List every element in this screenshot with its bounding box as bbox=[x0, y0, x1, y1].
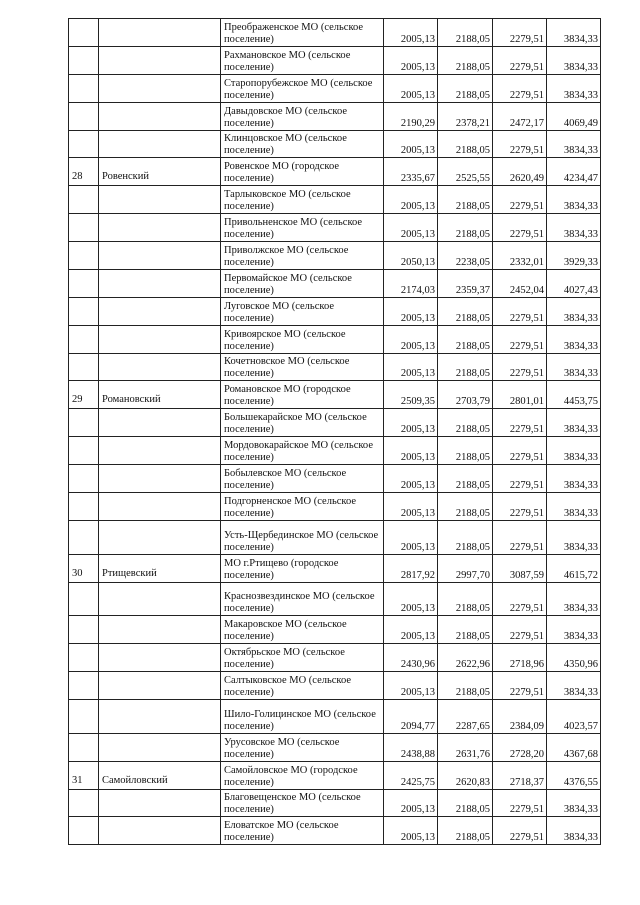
tariff-value-cell: 2188,05 bbox=[438, 47, 493, 75]
tariff-value-cell: 3834,33 bbox=[547, 326, 601, 354]
tariff-value-cell: 3834,33 bbox=[547, 790, 601, 817]
district-cell bbox=[99, 734, 221, 762]
tariff-value-cell: 3834,33 bbox=[547, 186, 601, 214]
table-row bbox=[69, 762, 601, 790]
municipality-cell: Большекарайское МО (сельское поселение) bbox=[221, 409, 384, 437]
tariff-value-cell: 3834,33 bbox=[547, 354, 601, 381]
municipality-cell: МО г.Ртищево (городское поселение) bbox=[221, 555, 384, 583]
tariff-value-cell: 2188,05 bbox=[438, 298, 493, 326]
tariff-value-cell: 2005,13 bbox=[384, 521, 438, 555]
table-row bbox=[69, 131, 601, 158]
district-cell bbox=[99, 493, 221, 521]
district-cell bbox=[99, 817, 221, 845]
row-number-cell bbox=[69, 437, 99, 465]
row-number-cell bbox=[69, 493, 99, 521]
tariff-value-cell: 2188,05 bbox=[438, 326, 493, 354]
municipality-cell: Урусовское МО (сельское поселение) bbox=[221, 734, 384, 762]
row-number-cell bbox=[69, 131, 99, 158]
table-row bbox=[69, 186, 601, 214]
table-row bbox=[69, 354, 601, 381]
row-number-cell bbox=[69, 103, 99, 131]
table-row bbox=[69, 103, 601, 131]
district-cell bbox=[99, 298, 221, 326]
tariff-value-cell: 3929,33 bbox=[547, 242, 601, 270]
row-number-cell: 29 bbox=[69, 381, 99, 409]
tariff-value-cell: 2279,51 bbox=[493, 465, 547, 493]
tariff-value-cell: 2005,13 bbox=[384, 583, 438, 616]
municipality-cell: Ровенское МО (городское поселение) bbox=[221, 158, 384, 186]
tariff-value-cell: 2279,51 bbox=[493, 437, 547, 465]
tariff-value-cell: 2279,51 bbox=[493, 583, 547, 616]
row-number-cell bbox=[69, 734, 99, 762]
tariff-value-cell: 2279,51 bbox=[493, 616, 547, 644]
tariff-value-cell: 2335,67 bbox=[384, 158, 438, 186]
tariff-value-cell: 3834,33 bbox=[547, 131, 601, 158]
tariff-value-cell: 2718,96 bbox=[493, 644, 547, 672]
tariff-value-cell: 2622,96 bbox=[438, 644, 493, 672]
row-number-cell bbox=[69, 790, 99, 817]
municipality-cell: Кочетновское МО (сельское поселение) bbox=[221, 354, 384, 381]
municipality-cell: Еловатское МО (сельское поселение) bbox=[221, 817, 384, 845]
table-row bbox=[69, 19, 601, 47]
municipality-cell: Подгорненское МО (сельское поселение) bbox=[221, 493, 384, 521]
tariff-value-cell: 2188,05 bbox=[438, 75, 493, 103]
tariff-value-cell: 2279,51 bbox=[493, 672, 547, 700]
tariff-value-cell: 2190,29 bbox=[384, 103, 438, 131]
tariff-value-cell: 2005,13 bbox=[384, 19, 438, 47]
row-number-cell bbox=[69, 270, 99, 298]
tariff-value-cell: 2279,51 bbox=[493, 790, 547, 817]
tariff-value-cell: 2174,03 bbox=[384, 270, 438, 298]
district-cell bbox=[99, 242, 221, 270]
tariff-value-cell: 2359,37 bbox=[438, 270, 493, 298]
municipality-cell: Усть-Щербединское МО (сельское поселение) bbox=[221, 521, 384, 555]
tariff-value-cell: 4453,75 bbox=[547, 381, 601, 409]
table-row bbox=[69, 381, 601, 409]
tariff-value-cell: 2238,05 bbox=[438, 242, 493, 270]
tariff-value-cell: 2005,13 bbox=[384, 354, 438, 381]
tariff-value-cell: 2005,13 bbox=[384, 47, 438, 75]
tariff-value-cell: 4350,96 bbox=[547, 644, 601, 672]
tariff-value-cell: 2188,05 bbox=[438, 437, 493, 465]
tariff-value-cell: 2005,13 bbox=[384, 75, 438, 103]
table-body bbox=[69, 19, 601, 845]
district-cell bbox=[99, 47, 221, 75]
municipality-cell: Салтыковское МО (сельское поселение) bbox=[221, 672, 384, 700]
table-row bbox=[69, 437, 601, 465]
tariff-value-cell: 2188,05 bbox=[438, 521, 493, 555]
tariff-value-cell: 4615,72 bbox=[547, 555, 601, 583]
row-number-cell bbox=[69, 47, 99, 75]
tariff-value-cell: 3834,33 bbox=[547, 409, 601, 437]
tariff-value-cell: 2188,05 bbox=[438, 616, 493, 644]
district-cell: Ртищевский bbox=[99, 555, 221, 583]
tariff-value-cell: 3834,33 bbox=[547, 19, 601, 47]
tariff-value-cell: 4069,49 bbox=[547, 103, 601, 131]
tariff-value-cell: 2005,13 bbox=[384, 186, 438, 214]
row-number-cell: 31 bbox=[69, 762, 99, 790]
district-cell bbox=[99, 465, 221, 493]
district-cell bbox=[99, 521, 221, 555]
row-number-cell bbox=[69, 214, 99, 242]
tariff-value-cell: 2005,13 bbox=[384, 672, 438, 700]
tariff-value-cell: 2279,51 bbox=[493, 326, 547, 354]
row-number-cell bbox=[69, 409, 99, 437]
district-cell: Романовский bbox=[99, 381, 221, 409]
tariff-value-cell: 2728,20 bbox=[493, 734, 547, 762]
tariff-value-cell: 2279,51 bbox=[493, 409, 547, 437]
table-row bbox=[69, 700, 601, 734]
municipality-cell: Рахмановское МО (сельское поселение) bbox=[221, 47, 384, 75]
tariff-value-cell: 2997,70 bbox=[438, 555, 493, 583]
tariff-value-cell: 2279,51 bbox=[493, 354, 547, 381]
table-row bbox=[69, 644, 601, 672]
tariff-value-cell: 2425,75 bbox=[384, 762, 438, 790]
table-row bbox=[69, 326, 601, 354]
row-number-cell bbox=[69, 583, 99, 616]
table-row bbox=[69, 734, 601, 762]
tariff-value-cell: 2703,79 bbox=[438, 381, 493, 409]
tariff-value-cell: 2279,51 bbox=[493, 19, 547, 47]
table-row bbox=[69, 583, 601, 616]
tariff-value-cell: 2430,96 bbox=[384, 644, 438, 672]
tariff-value-cell: 2438,88 bbox=[384, 734, 438, 762]
municipality-cell: Романовское МО (городское поселение) bbox=[221, 381, 384, 409]
tariff-value-cell: 2188,05 bbox=[438, 493, 493, 521]
municipality-cell: Бобылевское МО (сельское поселение) bbox=[221, 465, 384, 493]
tariff-value-cell: 2005,13 bbox=[384, 437, 438, 465]
tariff-value-cell: 2718,37 bbox=[493, 762, 547, 790]
tariff-value-cell: 2005,13 bbox=[384, 465, 438, 493]
municipality-cell: Преображенское МО (сельское поселение) bbox=[221, 19, 384, 47]
tariff-value-cell: 3087,59 bbox=[493, 555, 547, 583]
row-number-cell bbox=[69, 465, 99, 493]
tariff-value-cell: 3834,33 bbox=[547, 75, 601, 103]
district-cell bbox=[99, 186, 221, 214]
district-cell bbox=[99, 354, 221, 381]
district-cell: Самойловский bbox=[99, 762, 221, 790]
tariff-value-cell: 2384,09 bbox=[493, 700, 547, 734]
table-row bbox=[69, 521, 601, 555]
municipality-cell: Кривоярское МО (сельское поселение) bbox=[221, 326, 384, 354]
district-cell bbox=[99, 75, 221, 103]
row-number-cell bbox=[69, 186, 99, 214]
tariff-value-cell: 2188,05 bbox=[438, 409, 493, 437]
tariff-value-cell: 2188,05 bbox=[438, 214, 493, 242]
tariff-value-cell: 2620,49 bbox=[493, 158, 547, 186]
tariff-value-cell: 2509,35 bbox=[384, 381, 438, 409]
table-row bbox=[69, 409, 601, 437]
tariff-value-cell: 2287,65 bbox=[438, 700, 493, 734]
municipality-cell: Шило-Голицинское МО (сельское поселение) bbox=[221, 700, 384, 734]
tariff-value-cell: 2279,51 bbox=[493, 75, 547, 103]
tariff-value-cell: 3834,33 bbox=[547, 616, 601, 644]
tariff-value-cell: 3834,33 bbox=[547, 521, 601, 555]
tariff-value-cell: 2005,13 bbox=[384, 214, 438, 242]
tariff-value-cell: 2094,77 bbox=[384, 700, 438, 734]
district-cell bbox=[99, 616, 221, 644]
tariff-value-cell: 2801,01 bbox=[493, 381, 547, 409]
tariff-value-cell: 2378,21 bbox=[438, 103, 493, 131]
municipality-cell: Краснозвездинское МО (сельское поселение) bbox=[221, 583, 384, 616]
municipality-cell: Первомайское МО (сельское поселение) bbox=[221, 270, 384, 298]
tariff-value-cell: 2188,05 bbox=[438, 817, 493, 845]
row-number-cell bbox=[69, 19, 99, 47]
tariff-value-cell: 2188,05 bbox=[438, 790, 493, 817]
municipality-cell: Приволжское МО (сельское поселение) bbox=[221, 242, 384, 270]
tariff-value-cell: 2279,51 bbox=[493, 186, 547, 214]
district-cell bbox=[99, 270, 221, 298]
table-row bbox=[69, 672, 601, 700]
row-number-cell bbox=[69, 75, 99, 103]
tariff-value-cell: 3834,33 bbox=[547, 214, 601, 242]
tariff-value-cell: 2332,01 bbox=[493, 242, 547, 270]
tariff-value-cell: 2188,05 bbox=[438, 583, 493, 616]
table-row bbox=[69, 493, 601, 521]
row-number-cell bbox=[69, 817, 99, 845]
tariff-value-cell: 2279,51 bbox=[493, 47, 547, 75]
municipality-cell: Октябрьское МО (сельское поселение) bbox=[221, 644, 384, 672]
tariff-value-cell: 2279,51 bbox=[493, 214, 547, 242]
municipality-cell: Давыдовское МО (сельское поселение) bbox=[221, 103, 384, 131]
tariff-value-cell: 2279,51 bbox=[493, 817, 547, 845]
municipality-cell: Луговское МО (сельское поселение) bbox=[221, 298, 384, 326]
table-row bbox=[69, 158, 601, 186]
tariff-value-cell: 2188,05 bbox=[438, 19, 493, 47]
table-row bbox=[69, 616, 601, 644]
municipality-cell: Благовещенское МО (сельское поселение) bbox=[221, 790, 384, 817]
tariff-value-cell: 3834,33 bbox=[547, 583, 601, 616]
municipality-cell: Тарлыковское МО (сельское поселение) bbox=[221, 186, 384, 214]
tariff-value-cell: 2817,92 bbox=[384, 555, 438, 583]
table-row bbox=[69, 242, 601, 270]
district-cell bbox=[99, 103, 221, 131]
district-cell: Ровенский bbox=[99, 158, 221, 186]
tariff-value-cell: 2631,76 bbox=[438, 734, 493, 762]
table-row bbox=[69, 555, 601, 583]
tariff-value-cell: 3834,33 bbox=[547, 298, 601, 326]
table-row bbox=[69, 465, 601, 493]
municipality-cell: Макаровское МО (сельское поселение) bbox=[221, 616, 384, 644]
municipality-cell: Самойловское МО (городское поселение) bbox=[221, 762, 384, 790]
district-cell bbox=[99, 131, 221, 158]
district-cell bbox=[99, 437, 221, 465]
tariff-value-cell: 2525,55 bbox=[438, 158, 493, 186]
tariff-value-cell: 2188,05 bbox=[438, 672, 493, 700]
district-cell bbox=[99, 214, 221, 242]
tariff-value-cell: 2005,13 bbox=[384, 409, 438, 437]
tariff-value-cell: 3834,33 bbox=[547, 465, 601, 493]
row-number-cell bbox=[69, 616, 99, 644]
municipality-cell: Клинцовское МО (сельское поселение) bbox=[221, 131, 384, 158]
tariff-value-cell: 4027,43 bbox=[547, 270, 601, 298]
tariff-value-cell: 2005,13 bbox=[384, 790, 438, 817]
table-row bbox=[69, 817, 601, 845]
row-number-cell bbox=[69, 354, 99, 381]
table-row bbox=[69, 298, 601, 326]
tariff-value-cell: 4376,55 bbox=[547, 762, 601, 790]
tariff-table bbox=[68, 18, 601, 845]
tariff-value-cell: 2620,83 bbox=[438, 762, 493, 790]
tariff-value-cell: 2188,05 bbox=[438, 131, 493, 158]
district-cell bbox=[99, 19, 221, 47]
tariff-value-cell: 3834,33 bbox=[547, 672, 601, 700]
tariff-value-cell: 2472,17 bbox=[493, 103, 547, 131]
row-number-cell: 30 bbox=[69, 555, 99, 583]
row-number-cell bbox=[69, 326, 99, 354]
tariff-value-cell: 2005,13 bbox=[384, 493, 438, 521]
table-row bbox=[69, 270, 601, 298]
district-cell bbox=[99, 700, 221, 734]
municipality-cell: Привольненское МО (сельское поселение) bbox=[221, 214, 384, 242]
tariff-value-cell: 2005,13 bbox=[384, 616, 438, 644]
district-cell bbox=[99, 672, 221, 700]
municipality-cell: Старопорубежское МО (сельское поселение) bbox=[221, 75, 384, 103]
tariff-value-cell: 2279,51 bbox=[493, 298, 547, 326]
tariff-value-cell: 2005,13 bbox=[384, 131, 438, 158]
municipality-cell: Мордовокарайское МО (сельское поселение) bbox=[221, 437, 384, 465]
row-number-cell bbox=[69, 672, 99, 700]
district-cell bbox=[99, 409, 221, 437]
tariff-value-cell: 2279,51 bbox=[493, 131, 547, 158]
district-cell bbox=[99, 790, 221, 817]
table-row bbox=[69, 790, 601, 817]
table-row bbox=[69, 75, 601, 103]
tariff-value-cell: 4023,57 bbox=[547, 700, 601, 734]
tariff-value-cell: 3834,33 bbox=[547, 493, 601, 521]
row-number-cell bbox=[69, 644, 99, 672]
tariff-value-cell: 2279,51 bbox=[493, 493, 547, 521]
tariff-value-cell: 2005,13 bbox=[384, 298, 438, 326]
tariff-value-cell: 2188,05 bbox=[438, 465, 493, 493]
row-number-cell: 28 bbox=[69, 158, 99, 186]
tariff-value-cell: 2005,13 bbox=[384, 817, 438, 845]
tariff-value-cell: 2452,04 bbox=[493, 270, 547, 298]
tariff-value-cell: 2050,13 bbox=[384, 242, 438, 270]
district-cell bbox=[99, 583, 221, 616]
tariff-value-cell: 3834,33 bbox=[547, 437, 601, 465]
tariff-value-cell: 3834,33 bbox=[547, 47, 601, 75]
tariff-value-cell: 4367,68 bbox=[547, 734, 601, 762]
row-number-cell bbox=[69, 700, 99, 734]
tariff-value-cell: 2005,13 bbox=[384, 326, 438, 354]
tariff-value-cell: 2188,05 bbox=[438, 186, 493, 214]
tariff-value-cell: 2188,05 bbox=[438, 354, 493, 381]
row-number-cell bbox=[69, 521, 99, 555]
row-number-cell bbox=[69, 298, 99, 326]
district-cell bbox=[99, 326, 221, 354]
table-row bbox=[69, 214, 601, 242]
tariff-value-cell: 3834,33 bbox=[547, 817, 601, 845]
district-cell bbox=[99, 644, 221, 672]
row-number-cell bbox=[69, 242, 99, 270]
tariff-value-cell: 4234,47 bbox=[547, 158, 601, 186]
tariff-value-cell: 2279,51 bbox=[493, 521, 547, 555]
table-row bbox=[69, 47, 601, 75]
